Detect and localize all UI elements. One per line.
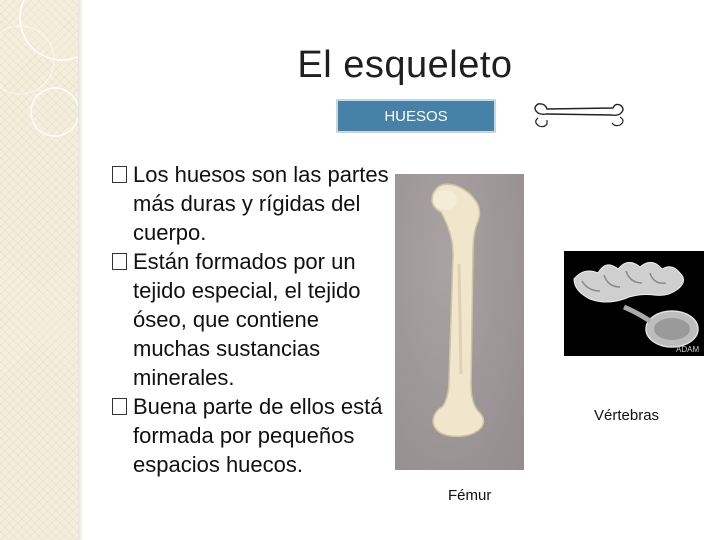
list-item <box>112 247 392 392</box>
vertebrae-caption: Vértebras <box>594 407 660 424</box>
list-item <box>112 160 392 247</box>
bullet-box-icon <box>112 398 127 415</box>
bone-icon <box>530 98 630 132</box>
decorative-side-band <box>0 0 78 540</box>
vertebrae-watermark: ADAM <box>676 345 700 354</box>
bullet-box-icon <box>112 253 127 270</box>
bullet-box-icon <box>112 166 127 183</box>
decorative-circles <box>0 0 78 540</box>
femur-image <box>395 174 524 470</box>
list-item-text: Buena parte de ellos está formada por pequeños espacios huecos. <box>133 394 383 477</box>
list-item <box>112 392 392 479</box>
section-badge: HUESOS <box>336 99 496 133</box>
femur-caption: Fémur <box>448 487 492 504</box>
band-shadow <box>78 0 84 540</box>
list-item-text: Están formados por un tejido especial, el tejido óseo, que contiene muchas sustancias minerales. <box>133 249 361 390</box>
vertebrae-image <box>564 251 704 356</box>
page-title: El esqueleto <box>297 44 513 86</box>
list-item-text: Los huesos son las partes más duras y rígidas del cuerpo. <box>133 162 389 245</box>
bullet-list <box>112 160 392 479</box>
